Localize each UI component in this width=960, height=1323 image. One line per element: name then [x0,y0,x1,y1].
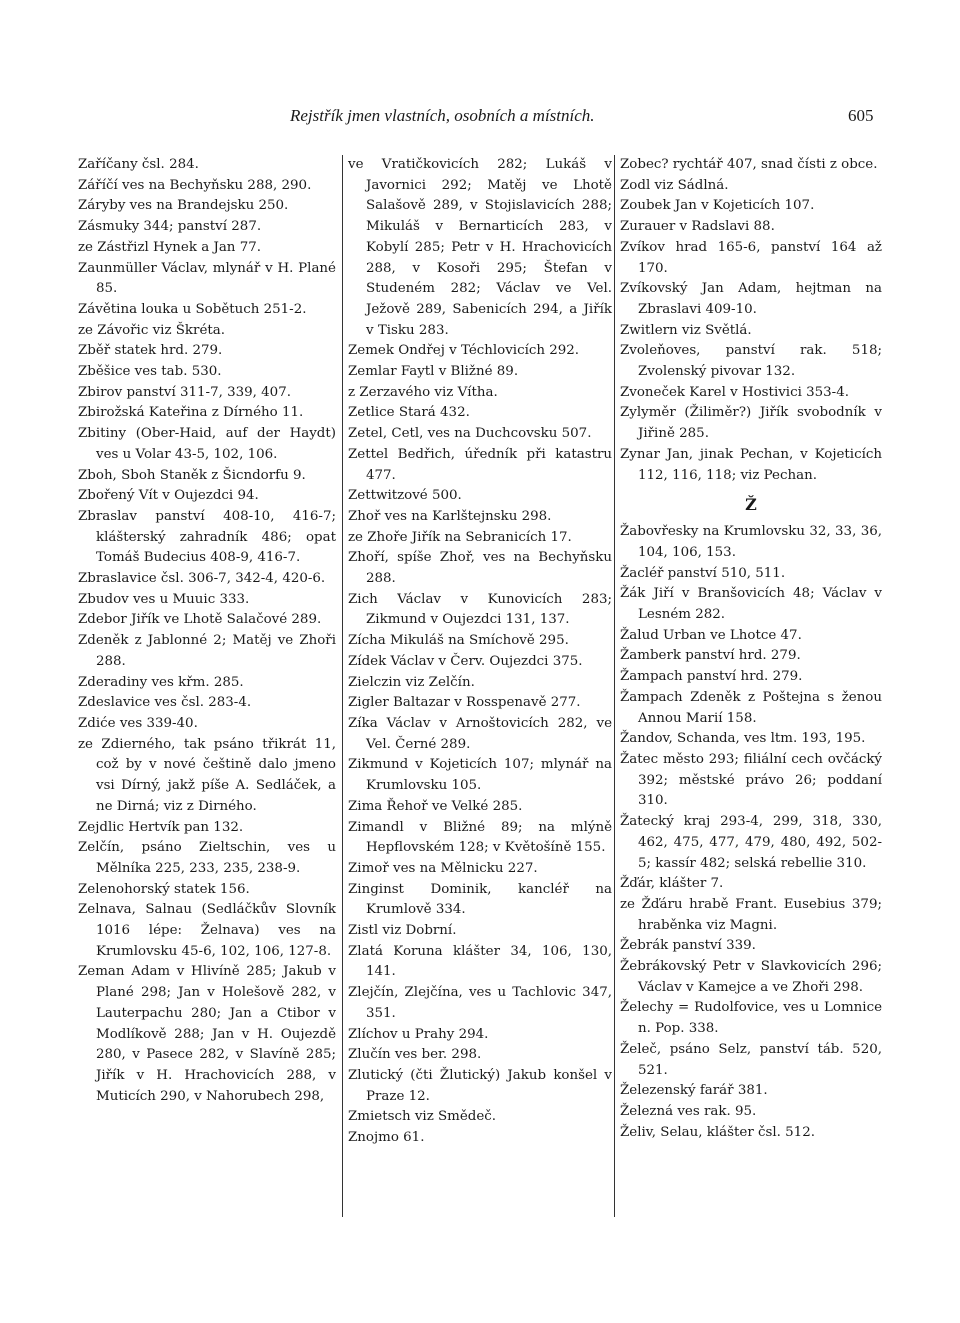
index-entry: Žďár, klášter 7. [620,876,724,892]
index-column-1 [78,155,336,1107]
index-entry: Zaunmüller Václav, mlynář v H. Plané 85. [78,260,336,297]
index-entry: Zoubek Jan v Kojeticích 107. [620,198,815,214]
index-entry: ze Zdierného, tak psáno třikrát 11, což by v nové češtině dalo jmeno vsi Dírný, jakž píše A. Sedláček, a ne Dirná; viz z Dirného. [78,736,336,814]
index-entry: Zielczin viz Zelčín. [348,674,475,690]
index-entry: Zetlice Stará 432. [348,405,470,421]
index-entry: Zelčín, psáno Zieltschin, ves u Mělníka 225, 233, 235, 238-9. [78,840,336,876]
index-entry: Žampach Zdeněk z Poštejna s ženou Annou Marií 158. [620,689,882,726]
index-entry: Zícha Mikuláš na Smíchově 295. [348,633,569,649]
index-entry: Zdeslavice ves čsl. 283-4. [78,695,252,711]
index-entry: ze Závořic viz Škréta. [78,322,225,338]
index-entry: Zelnava, Salnau (Sedláčkův Slovník 1016 lépe: Želnava) ves na Krumlovsku 45-6, 102, 106, 127-8. [78,902,336,959]
index-entry: Zwitlern viz Světlá. [620,322,752,338]
index-entry: Železenský farář 381. [620,1083,768,1099]
index-entry: Zíka Václav v Arnoštovicích 282, ve Vel. Černé 289. [348,715,612,752]
index-entry: Zbraslavice čsl. 306-7, 342-4, 420-6. [78,571,326,587]
index-entry: Žatec město 293; filiální cech ovčácký 392; městské právo 26; poddaní 310. [620,751,882,809]
index-entry: Zhoří, spíše Zhoř, ves na Bechyňsku 288. [348,550,612,587]
index-entry: Zigler Baltazar v Rosspenavě 277. [348,695,581,711]
index-entry: Zettwitzové 500. [348,488,462,504]
index-entry: Zlejčín, Zlejčína, ves u Tachlovic 347, 351. [348,985,612,1021]
index-entry: Zdeněk z Jablonné 2; Matěj ve Zhoři 288. [78,633,336,669]
index-entry: Želeč, psáno Selz, panství táb. 520, 521. [620,1041,882,1078]
index-column-2 [348,155,612,1149]
index-entry: Zásmuky 344; panství 287. [78,219,262,235]
index-entry: Zich Václav v Kunovicích 283; Zikmund v Oujezdci 131, 137. [348,591,612,628]
index-entry: Zetel, Cetl, ves na Duchcovsku 507. [348,426,592,442]
index-entry: Zaříčany čsl. 284. [78,157,199,172]
index-entry: Zobec? rychtář 407, snad čísti z obce. [620,157,878,172]
index-entry: Zběř statek hrd. 279. [78,343,223,359]
index-entry: Žák Jiří v Branšovicích 48; Václav v Lesném 282. [620,586,882,623]
index-entry: Žamberk panství hrd. 279. [620,648,801,664]
index-entry: Žampach panství hrd. 279. [620,669,803,685]
index-entry: Zemek Ondřej v Téchlovicích 292. [348,343,580,359]
index-entry: Zeman Adam v Hlivíně 285; Jakub v Plané 298; Jan v Holešově 282, v Lauterpachu 280; Jan a Ctibor v Modlíkově 288; Jan v H. Oujezdě 280, v Pasece 282, v Slavíně 285; Jiřík v H. Hrachovicích 288, v Muticích 290, v Nahorubech 298, [78,964,336,1104]
page-number: 605 [848,106,874,125]
index-entry: Záříčí ves na Bechyňsku 288, 290. [78,177,312,193]
index-entry: Zima Řehoř ve Velké 285. [348,798,523,814]
index-entry: Žandov, Schanda, ves ltm. 193, 195. [620,731,866,747]
index-entry: Zbořený Vít v Oujezdci 94. [78,488,259,504]
index-entry: Zodl viz Sádlná. [620,177,729,193]
index-entry: z Zerzavého viz Vítha. [348,384,498,400]
section-letter-heading: Ž [745,495,757,515]
index-entry: Zurauer v Radslavi 88. [620,219,775,235]
index-entry: Zdiće ves 339-40. [78,715,198,731]
index-entry: Žebrákovský Petr v Slavkovicích 296; Václav v Kamejce a ve Zhoři 298. [620,959,882,995]
index-entry: Zdebor Jiřík ve Lhotě Salačové 289. [78,612,322,628]
index-entry: Záryby ves na Brandejsku 250. [78,198,289,214]
index-entry: Zlatá Koruna klášter 34, 106, 130, 141. [348,943,612,980]
index-entry: Zylyměr (Žiliměr?) Jiřík svobodník v Jiřině 285. [620,405,882,442]
index-entry: Zimandl v Bližné 89; na mlýně Hepflovském 128; v Květošíně 155. [348,819,612,856]
index-entry: Žacléř panství 510, 511. [620,565,786,581]
index-entry: Zelenohorský statek 156. [78,881,250,897]
index-entry: Zejdlic Hertvík pan 132. [78,819,244,835]
index-column-3 [620,155,882,1143]
index-entry: ze Zástřizl Hynek a Jan 77. [78,239,261,255]
running-header [0,104,960,134]
index-entry: Zvoleňoves, panství rak. 518; Zvolenský pivovar 132. [620,343,882,380]
index-entry: Zinginst Dominik, kancléř na Krumlově 334. [348,881,612,918]
column-divider-right [614,155,615,1217]
index-entry: Žebrák panství 339. [620,938,756,954]
index-entry: Zlutický (čti Žlutický) Jakub konšel v Praze 12. [348,1067,612,1104]
index-entry: Zemlar Faytl v Bližné 89. [348,364,519,380]
index-entry: Zboh, Sboh Staněk z Šicndorfu 9. [78,467,306,483]
index-entry: Zbraslav panství 408-10, 416-7; klášterský zahradník 486; opat Tomáš Budecius 408-9, 416-7. [78,508,336,566]
index-entry: Zmietsch viz Smědeč. [348,1109,497,1125]
index-entry: ve Vratičkovicích 282; Lukáš v Javornici 292; Matěj ve Lhotě Salašově 289, v Stojislavicích 288; Mikuláš v Bernarticích 283, v Kobylí 285; Petr v H. Hrachovicích 288, v Kosoři 295; Štefan v Studeném 282; Václav ve Vel. Ježově 289, Sabenicích 294, a Jiřík v Tisku 283. [348,157,612,338]
index-entry: Železná ves rak. 95. [620,1103,757,1119]
index-entry: Zvoneček Karel v Hostivici 353-4. [620,384,849,400]
index-entry: Zettel Bedřich, úředník při katastru 477. [348,446,612,483]
index-entry: Zvíkovský Jan Adam, hejtman na Zbraslavi 409-10. [620,281,882,317]
index-entry: Žabovřesky na Krumlovsku 32, 33, 36, 104, 106, 153. [620,524,882,560]
index-entry: Zbirov panství 311-7, 339, 407. [78,384,291,400]
index-entry: ze Žďáru hrabě Frant. Eusebius 379; hraběnka viz Magni. [620,896,882,933]
index-entry: Zvíkov hrad 165-6, panství 164 až 170. [620,239,882,276]
index-entry: Zbirožská Kateřina z Dírného 11. [78,405,304,421]
index-entry: Zhoř ves na Karlštejnsku 298. [348,508,552,524]
index-entry: Žalud Urban ve Lhotce 47. [620,627,802,643]
index-entry: Zderadiny ves křm. 285. [78,674,244,690]
index-entry: Zikmund v Kojeticích 107; mlynář na Krumlovsku 105. [348,757,612,794]
index-entry: Želiv, Selau, klášter čsl. 512. [620,1124,815,1140]
index-entry: Žatecký kraj 293-4, 299, 318, 330, 462, 475, 477, 479, 480, 492, 502-5; kassír 482; selská rebellie 310. [620,814,882,871]
index-entry: Zynar Jan, jinak Pechan, v Kojeticích 112, 116, 118; viz Pechan. [620,446,882,483]
index-entry: Zlučín ves ber. 298. [348,1047,482,1063]
index-entry: Zbitiny (Ober-Haid, auf der Haydt) ves u Volar 43-5, 102, 106. [78,426,336,462]
running-title: Rejstřík jmen vlastních, osobních a místních. [290,106,595,125]
index-entry: Želechy = Rudolfovice, ves u Lomnice n. Pop. 338. [620,1000,882,1037]
index-entry: Zbudov ves u Muuic 333. [78,591,250,607]
index-entry: ze Zhoře Jiřík na Sebranicích 17. [348,529,572,545]
index-entry: Zlíchov u Prahy 294. [348,1026,489,1042]
index-entry: Zběšice ves tab. 530. [78,364,222,380]
column-divider-left [342,155,343,1217]
index-entry: Zídek Václav v Červ. Oujezdci 375. [348,653,583,669]
index-entry: Závětina louka u Sobětuch 251-2. [78,301,307,317]
index-entry: Znojmo 61. [348,1130,425,1146]
index-entry: Zistl viz Dobrní. [348,923,457,939]
index-entry: Zimoř ves na Mělnicku 227. [348,860,538,876]
